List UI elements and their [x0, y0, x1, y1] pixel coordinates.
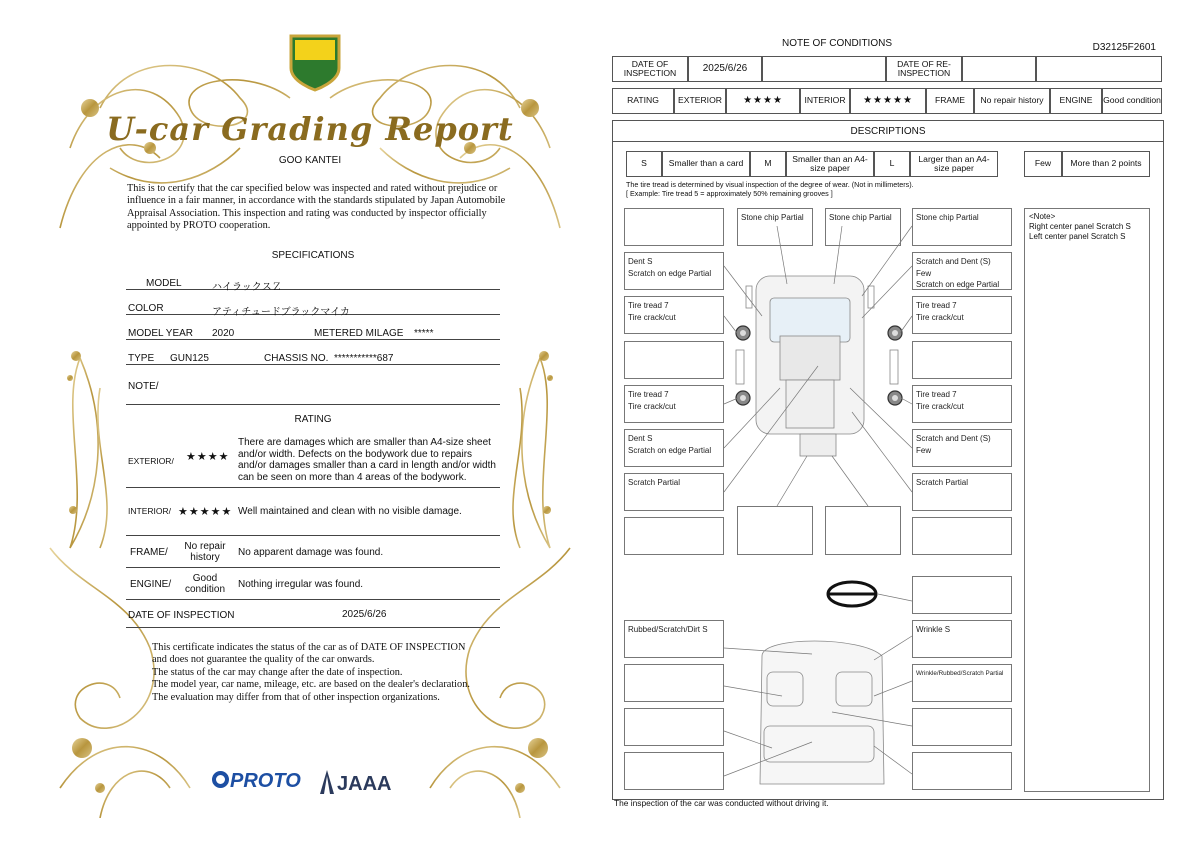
rating-row-frame — [126, 536, 500, 568]
exterior-star-glyphs: ★★★★ — [743, 95, 783, 107]
exterior-box-right-2: Scratch and Dent (S) Few Scratch on edge Partial — [912, 252, 1012, 290]
exterior-box-right-7: Scratch Partial — [912, 473, 1012, 511]
certificate-disclaimer — [152, 642, 482, 704]
color-value: アティチュードブラックマイカ — [212, 307, 350, 318]
exterior-box-bottom-mid-left — [737, 506, 813, 555]
inspection-date-value: 2025/6/26 — [342, 609, 387, 620]
exterior-box-left-2: Dent S Scratch on edge Partial — [624, 252, 724, 290]
frame-label: FRAME — [926, 88, 974, 114]
legend-l-code: L — [874, 151, 910, 177]
rating-row-date — [126, 600, 500, 628]
reinspection-date-label: DATE OF RE-INSPECTION — [886, 56, 962, 82]
exterior-box-bottom-mid-right — [825, 506, 901, 555]
exterior-box-right-6: Scratch and Dent (S) Few — [912, 429, 1012, 467]
spec-row-model-year — [126, 315, 500, 340]
exterior-box-right-3: Tire tread 7 Tire crack/cut — [912, 296, 1012, 334]
rating-label: RATING — [612, 88, 674, 114]
exterior-box-right-8 — [912, 517, 1012, 555]
interior-box-right-2: Wrinkle/Rubbed/Scratch Partial — [912, 664, 1012, 702]
exterior-stars: ★★★★ — [186, 451, 230, 463]
exterior-box-left-4 — [624, 341, 724, 379]
model-value: ハイラックスＺ — [212, 282, 282, 293]
interior-box-left-4 — [624, 752, 724, 790]
model-label: MODEL — [146, 278, 182, 289]
jaaa-logo-text: JAAA — [337, 773, 392, 795]
model-year-label: MODEL YEAR — [128, 328, 194, 339]
disclaimer-text: This certificate indicates the status of the car as of DATE OF INSPECTION and does not guarantee the quality of the car onwards. The status of the car may change after the date of inspection. The model year, car name, mileage, etc. are based on the dealer's declaration. The evaluation may differ from that of other inspection organizations. — [152, 642, 470, 703]
proto-logo-text: PROTO — [230, 770, 301, 792]
spec-row-note — [126, 365, 500, 405]
interior-box-left-2 — [624, 664, 724, 702]
inspection-date-blank — [762, 56, 886, 82]
type-label: TYPE — [128, 353, 155, 364]
interior-label: INTERIOR — [800, 88, 850, 114]
interior-box-right-4 — [912, 752, 1012, 790]
rating-heading: RATING — [294, 414, 332, 425]
legend-few-text: More than 2 points — [1062, 151, 1150, 177]
exterior-box-right-5: Tire tread 7 Tire crack/cut — [912, 385, 1012, 423]
legend-m-text: Smaller than an A4-size paper — [786, 151, 874, 177]
descriptions-heading: DESCRIPTIONS — [612, 120, 1164, 142]
specifications-heading: SPECIFICATIONS — [271, 250, 355, 261]
interior-box-right-3 — [912, 708, 1012, 746]
spec-row-model — [126, 266, 500, 293]
exterior-description: There are damages which are smaller than A4-size sheet and/or width. Defects on the bodywork due to repairs and/or damages smaller than a card in length and/or width can be seen on more than 4 areas of the bodywork. — [238, 437, 496, 483]
steering-box — [912, 576, 1012, 614]
interior-description: Well maintained and clean with no visible damage. — [238, 506, 462, 517]
rating-row-engine — [126, 568, 500, 600]
metered-milage-value: ***** — [414, 328, 434, 339]
metered-milage-label: METERED MILAGE — [314, 328, 404, 339]
type-value: GUN125 — [170, 353, 209, 364]
interior-box-left-1: Rubbed/Scratch/Dirt S — [624, 620, 724, 658]
exterior-box-left-6: Dent S Scratch on edge Partial — [624, 429, 724, 467]
chassis-label: CHASSIS NO. — [264, 353, 329, 364]
jaaa-logo — [320, 770, 391, 796]
document-id: D32125F2601 — [1092, 42, 1156, 53]
engine-label: ENGINE/ — [130, 579, 172, 590]
tire-tread-note: The tire tread is determined by visual inspection of the degree of wear. (Not in millimeters). [ Example: Tire tread 5 = approximately 50% remaining grooves ] — [626, 180, 914, 198]
model-year-value: 2020 — [212, 328, 235, 339]
certification-statement: This is to certify that the car specified below was inspected and rated without prejudice or influence in a fair manner, in accordance with the standards stipulated by Japan Automobile Appraisal Association. This inspection and rating was conducted by inspector officially appointed by PROTO cooperation. — [127, 183, 506, 232]
frame-description: No apparent damage was found. — [238, 547, 384, 558]
legend-l-text: Larger than an A4-size paper — [910, 151, 998, 177]
frame-value: No repair history — [184, 541, 226, 563]
interior-stars: ★★★★★ — [178, 506, 233, 518]
reinspection-date-value — [962, 56, 1036, 82]
legend-few-code: Few — [1024, 151, 1062, 177]
exterior-box-top-left — [624, 208, 724, 246]
exterior-box-top-right: Stone chip Partial — [912, 208, 1012, 246]
interior-stars — [850, 88, 926, 114]
note-of-conditions — [612, 36, 1164, 811]
exterior-label: EXTERIOR — [674, 88, 726, 114]
exterior-box-left-5: Tire tread 7 Tire crack/cut — [624, 385, 724, 423]
exterior-box-top-mid-right: Stone chip Partial — [825, 208, 901, 246]
rating-row-exterior — [126, 430, 500, 488]
spec-row-type — [126, 340, 500, 365]
inspection-date-value: 2025/6/26 — [688, 56, 762, 82]
goo-kantei-emblem — [287, 30, 343, 92]
chassis-value: ***********687 — [334, 353, 394, 364]
note-label: NOTE/ — [128, 381, 159, 392]
exterior-box-left-7: Scratch Partial — [624, 473, 724, 511]
reinspection-date-blank — [1036, 56, 1162, 82]
exterior-box-right-4 — [912, 341, 1012, 379]
interior-star-glyphs: ★★★★★ — [863, 95, 913, 107]
grading-certificate — [40, 28, 580, 818]
frame-value: No repair history — [974, 88, 1050, 114]
note-box: <Note> Right center panel Scratch S Left center panel Scratch S — [1024, 208, 1150, 792]
sponsor-logos — [212, 770, 412, 800]
conditions-title: NOTE OF CONDITIONS — [782, 38, 892, 49]
color-label: COLOR — [128, 303, 164, 314]
engine-value: Good condition — [184, 573, 226, 595]
engine-value: Good condition — [1102, 88, 1162, 114]
legend-m-code: M — [750, 151, 786, 177]
exterior-box-left-3: Tire tread 7 Tire crack/cut — [624, 296, 724, 334]
exterior-box-top-mid-left: Stone chip Partial — [737, 208, 813, 246]
report-subtitle: GOO KANTEI — [278, 155, 342, 166]
legend-s-code: S — [626, 151, 662, 177]
jaaa-mark-icon — [320, 770, 334, 794]
conditions-footer: The inspection of the car was conducted without driving it. — [614, 798, 829, 808]
proto-logo — [212, 770, 301, 793]
interior-box-right-1: Wrinkle S — [912, 620, 1012, 658]
exterior-box-left-8 — [624, 517, 724, 555]
interior-label: INTERIOR/ — [128, 506, 171, 516]
report-title: U-car Grading Report — [106, 110, 514, 148]
frame-label: FRAME/ — [130, 547, 168, 558]
inspection-date-label: DATE OF INSPECTION — [612, 56, 688, 82]
legend-s-text: Smaller than a card — [662, 151, 750, 177]
proto-q-icon — [212, 771, 229, 788]
inspection-date-label: DATE OF INSPECTION — [128, 610, 235, 621]
interior-box-left-3 — [624, 708, 724, 746]
engine-description: Nothing irregular was found. — [238, 579, 364, 590]
exterior-stars — [726, 88, 800, 114]
rating-row-interior — [126, 488, 500, 536]
spec-row-color — [126, 290, 500, 318]
engine-label: ENGINE — [1050, 88, 1102, 114]
exterior-label: EXTERIOR/ — [128, 456, 174, 466]
